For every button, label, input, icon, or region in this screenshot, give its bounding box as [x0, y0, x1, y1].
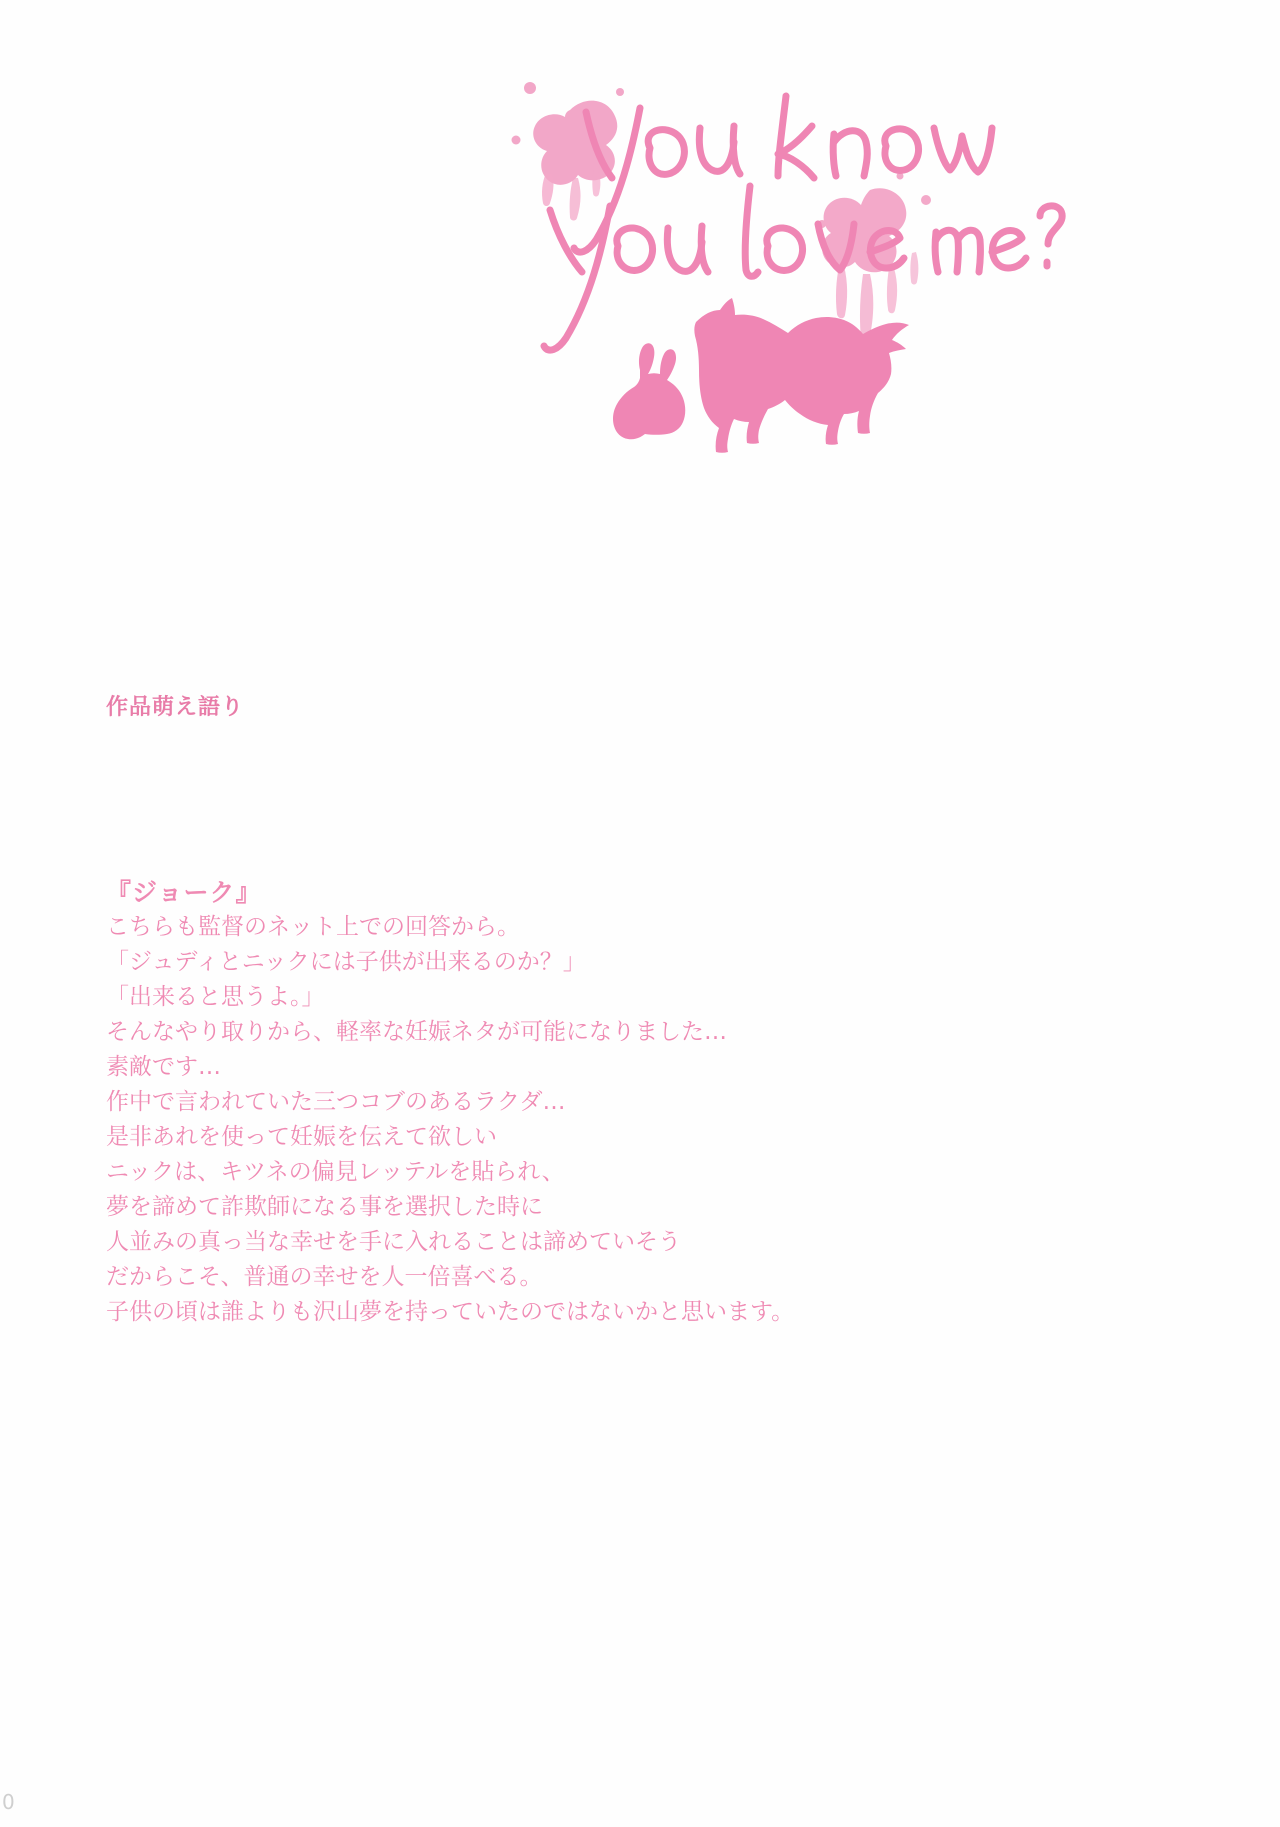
artwork-svg [500, 70, 1040, 470]
section-heading: 作品萌え語り [106, 695, 245, 720]
fox-silhouette-icon [694, 298, 909, 453]
body-line: 素敵です… [106, 1054, 221, 1080]
body-line: 『ジョーク』 [106, 878, 262, 907]
paint-splatter-icon [512, 82, 625, 221]
body-line: 子供の頃は誰よりも沢山夢を持っていたのではないかと思います。 [106, 1299, 795, 1325]
body-line: そんなやり取りから、軽率な妊娠ネタが可能になりました… [106, 1019, 727, 1045]
body-line: 「出来ると思うよ。」 [106, 984, 325, 1010]
body-line: 人並みの真っ当な幸せを手に入れることは諦めていそう [106, 1229, 681, 1255]
body-line: 夢を諦めて詐欺師になる事を選択した時に [106, 1194, 543, 1220]
body-line: 「ジュディとニックには子供が出来るのか？」 [106, 949, 586, 975]
body-line: こちらも監督のネット上での回答から。 [106, 914, 520, 940]
page-number: 0 [2, 1790, 15, 1814]
body-text [106, 875, 1006, 1330]
rabbit-silhouette-icon [613, 343, 685, 439]
body-line: ニックは、キツネの偏見レッテルを貼られ、 [106, 1159, 565, 1185]
body-line: だからこそ、普通の幸せを人一倍喜べる。 [106, 1264, 543, 1290]
cover-artwork [500, 70, 1040, 470]
body-line: 作中で言われていた三つコブのあるラクダ… [106, 1089, 566, 1115]
body-line: 是非あれを使って妊娠を伝えて欲しい [106, 1124, 497, 1150]
